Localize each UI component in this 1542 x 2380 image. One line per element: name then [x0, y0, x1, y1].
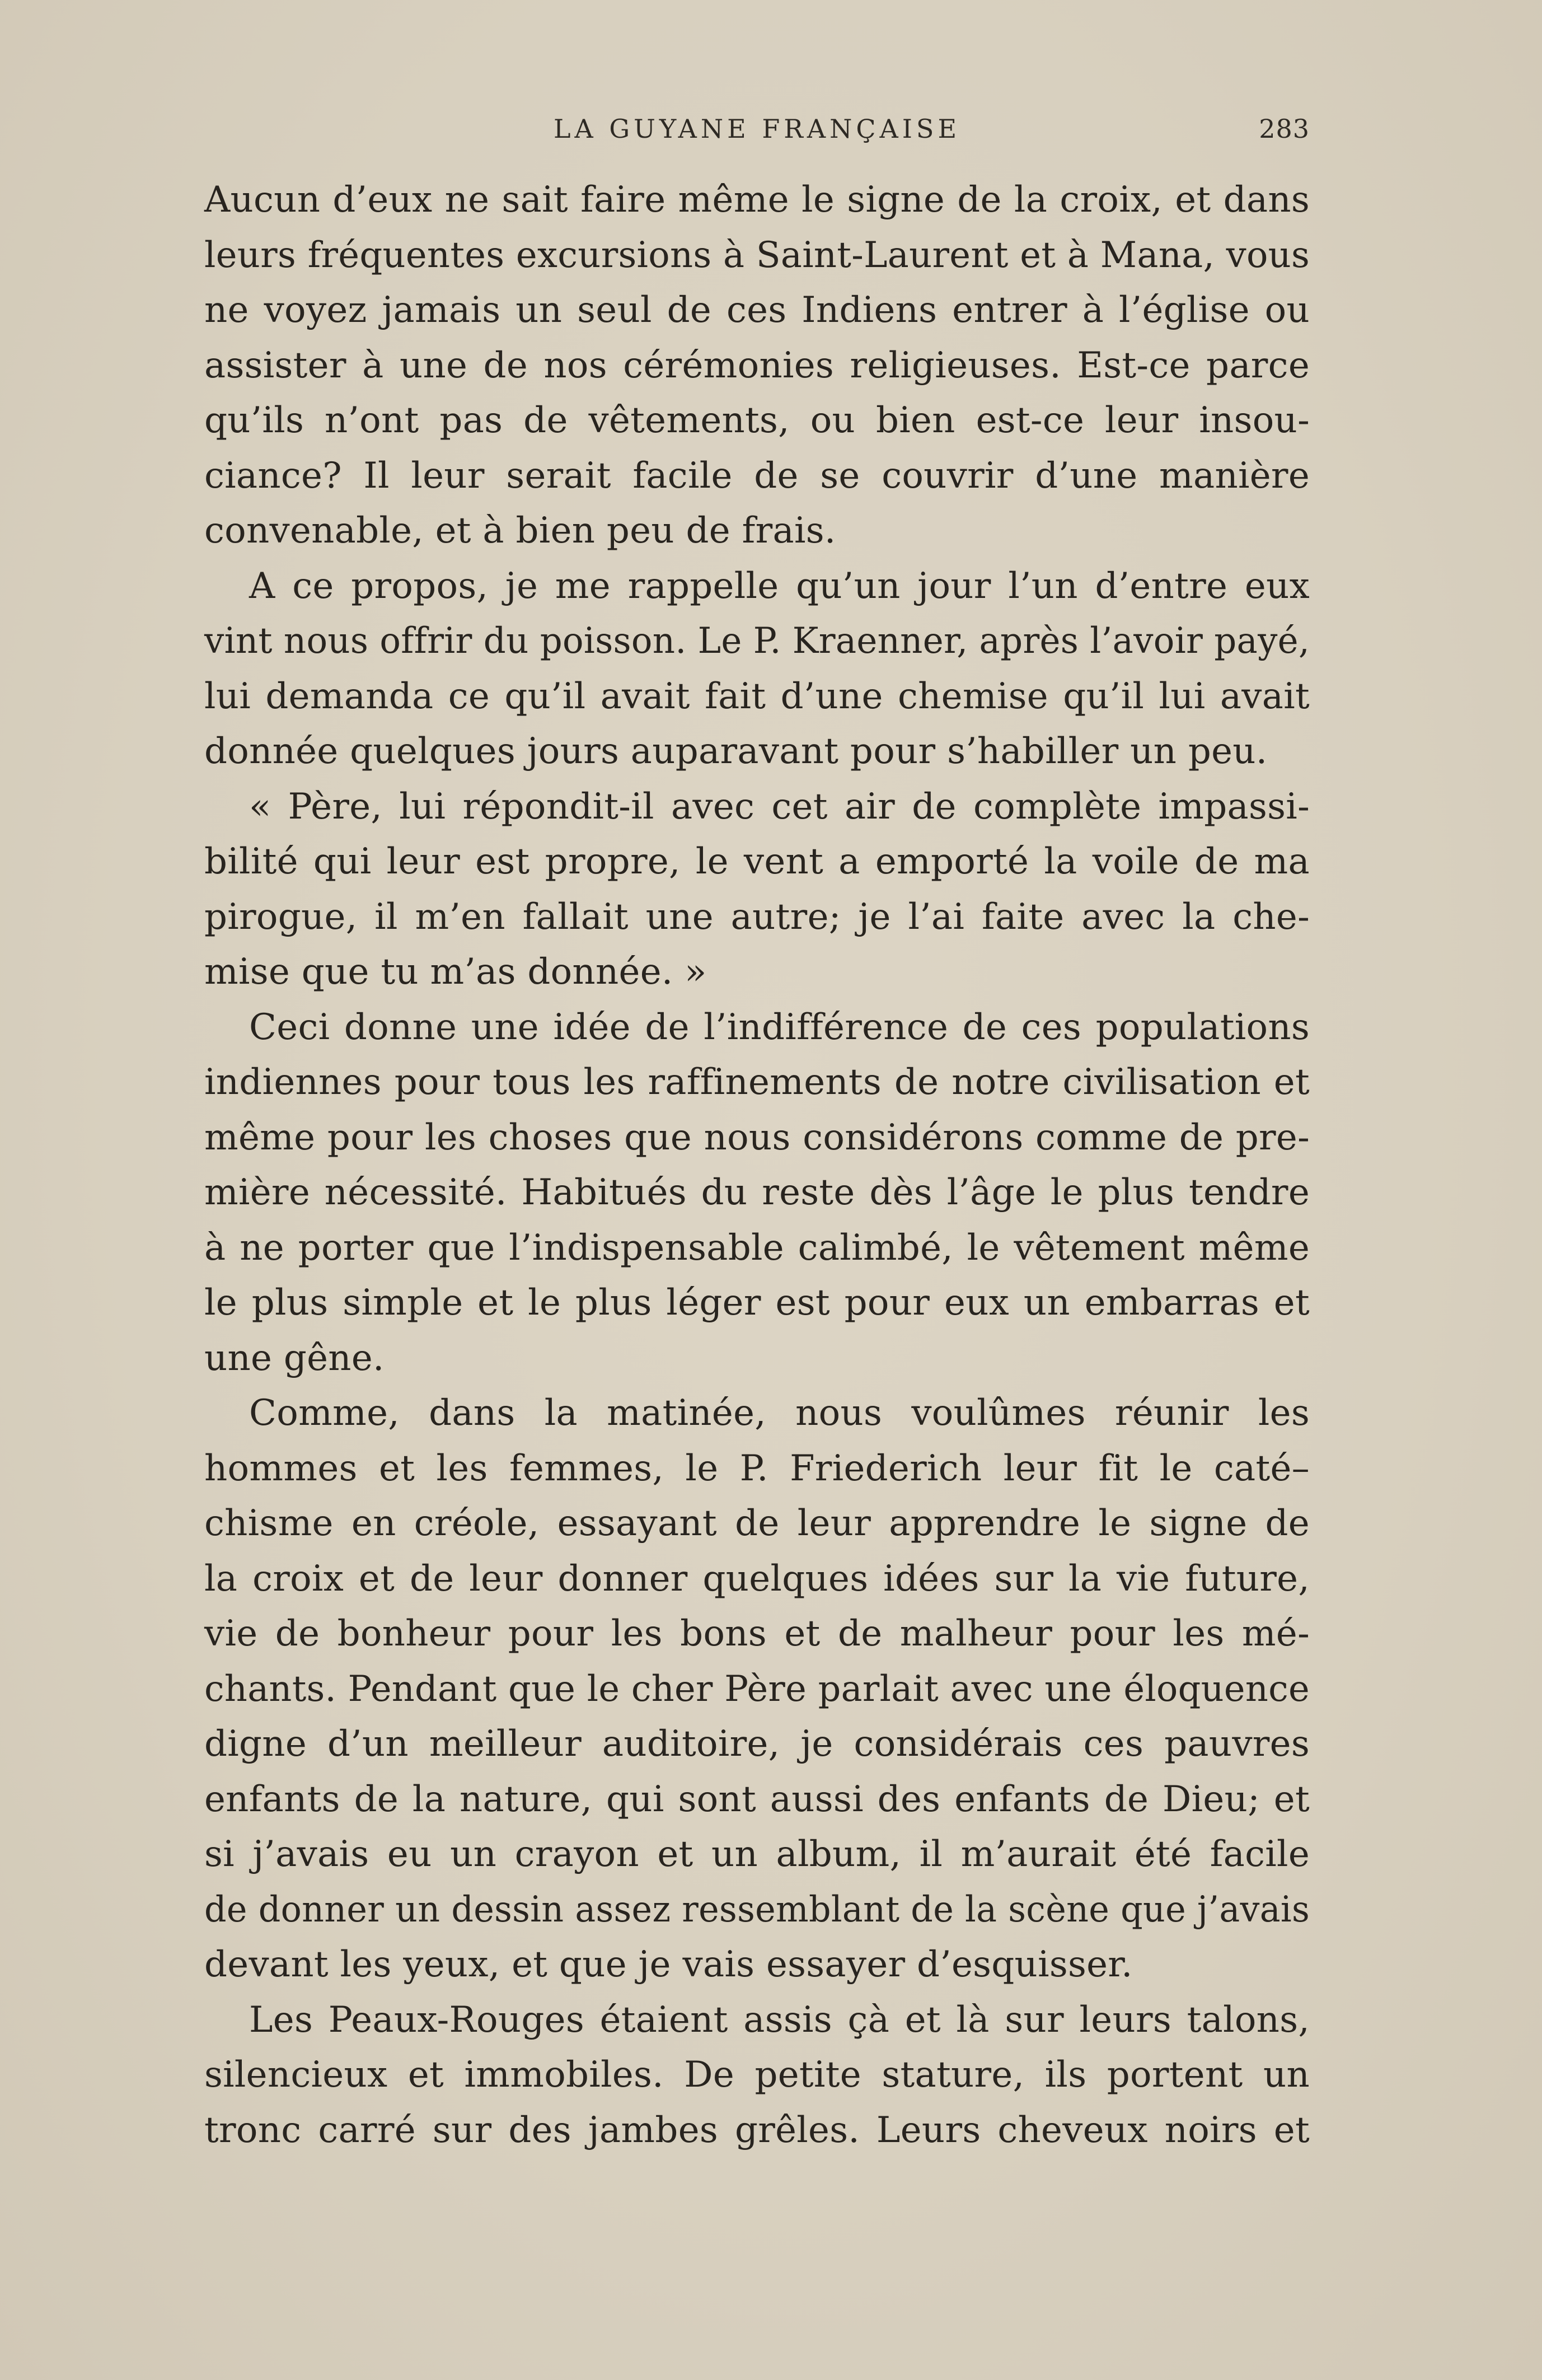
text-line: une gêne.: [204, 1337, 385, 1379]
running-title: LA GUYANE FRANÇAISE: [553, 114, 961, 144]
text-line: à ne porter que l’indispensable calimbé, le vêtement même: [204, 1227, 1310, 1269]
text-line: silencieux et immobiles. De petite stature, ils portent un: [204, 2054, 1310, 2096]
text-line: qu’ils n’ont pas de vêtements, ou bien est-ce leur insou-: [204, 400, 1310, 441]
text-line: mise que tu m’as donnée. »: [204, 951, 707, 993]
text-line: hommes et les femmes, le P. Friederich leur fit le caté–: [204, 1447, 1310, 1489]
text-line: ciance? Il leur serait facile de se couvrir d’une manière: [204, 455, 1310, 497]
text-line: le plus simple et le plus léger est pour eux un embarras et: [204, 1282, 1310, 1324]
text-line: lui demanda ce qu’il avait fait d’une chemise qu’il lui avait: [204, 675, 1310, 717]
page-header: [204, 106, 1310, 151]
text-line: vint nous offrir du poisson. Le P. Kraenner, après l’avoir payé,: [204, 620, 1310, 662]
text-line: même pour les choses que nous considérons comme de pre-: [204, 1116, 1310, 1158]
text-line: digne d’un meilleur auditoire, je considérais ces pauvres: [204, 1723, 1310, 1765]
text-line: Comme, dans la matinée, nous voulûmes réunir les: [249, 1392, 1310, 1434]
text-line: « Père, lui répondit-il avec cet air de complète impassi-: [249, 785, 1310, 827]
text-line: Aucun d’eux ne sait faire même le signe de la croix, et dans: [204, 179, 1310, 221]
text-line: assister à une de nos cérémonies religieuses. Est-ce parce: [204, 344, 1310, 386]
text-line: Ceci donne une idée de l’indifférence de ces populations: [249, 1006, 1310, 1048]
text-line: vie de bonheur pour les bons et de malheur pour les mé-: [204, 1613, 1310, 1654]
text-line: ne voyez jamais un seul de ces Indiens entrer à l’église ou: [204, 289, 1310, 331]
text-line: la croix et de leur donner quelques idées sur la vie future,: [204, 1558, 1310, 1600]
text-line: de donner un dessin assez ressemblant de la scène que j’avais: [204, 1888, 1310, 1930]
body-text: [204, 172, 1310, 2158]
text-line: Les Peaux-Rouges étaient assis çà et là sur leurs talons,: [249, 1999, 1310, 2041]
text-line: indiennes pour tous les raffinements de notre civilisation et: [204, 1062, 1310, 1103]
text-line: chants. Pendant que le cher Père parlait avec une éloquence: [204, 1668, 1310, 1710]
text-line: pirogue, il m’en fallait une autre; je l’ai faite avec la che-: [204, 896, 1310, 938]
text-line: donnée quelques jours auparavant pour s’habiller un peu.: [204, 731, 1268, 772]
text-line: convenable, et à bien peu de frais.: [204, 510, 836, 551]
text-line: tronc carré sur des jambes grêles. Leurs cheveux noirs et: [204, 2109, 1310, 2151]
text-line: mière nécessité. Habitués du reste dès l’âge le plus tendre: [204, 1172, 1310, 1213]
text-line: chisme en créole, essayant de leur apprendre le signe de: [204, 1503, 1310, 1544]
text-line: si j’avais eu un crayon et un album, il m’aurait été facile: [204, 1834, 1310, 1875]
text-line: bilité qui leur est propre, le vent a emporté la voile de ma: [204, 841, 1310, 882]
text-line: leurs fréquentes excursions à Saint-Laurent et à Mana, vous: [204, 234, 1310, 276]
text-line: A ce propos, je me rappelle qu’un jour l’un d’entre eux: [249, 565, 1310, 607]
text-line: devant les yeux, et que je vais essayer d’esquisser.: [204, 1944, 1133, 1985]
text-line: enfants de la nature, qui sont aussi des enfants de Dieu; et: [204, 1778, 1310, 1820]
page-number: 283: [1259, 114, 1310, 144]
